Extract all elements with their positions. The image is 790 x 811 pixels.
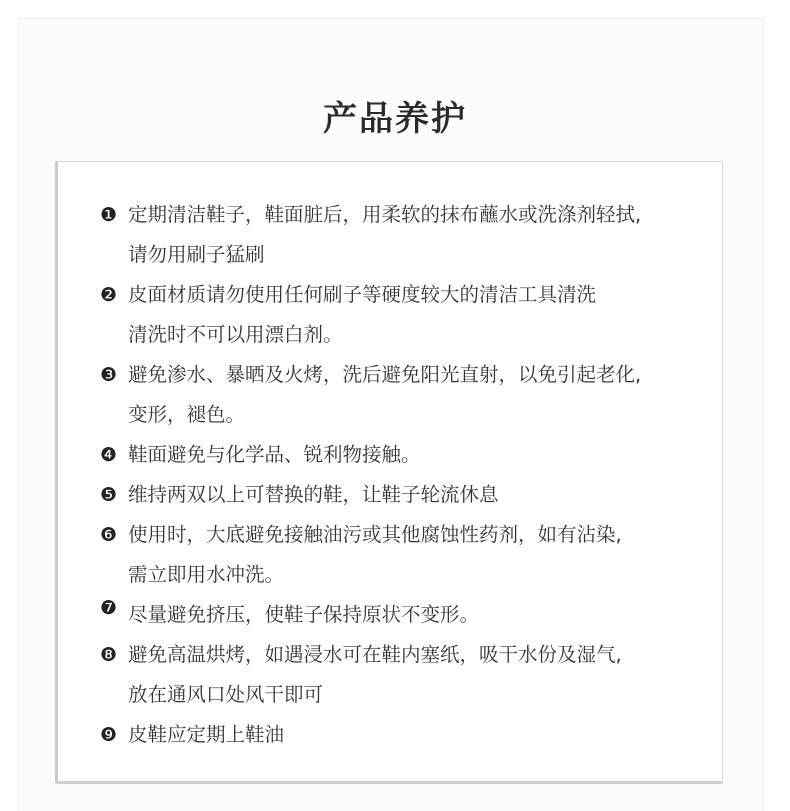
- number-8-marker: ❽: [100, 644, 118, 666]
- care-item-1-line-2: 请勿用刷子猛刷: [128, 243, 265, 266]
- page-title: 产品养护: [323, 98, 467, 139]
- care-item-6-line-2: 需立即用水冲洗。: [128, 563, 285, 586]
- care-item-8: [100, 635, 715, 715]
- number-6-marker: ❻: [100, 524, 118, 546]
- number-3-marker: ❸: [100, 364, 118, 386]
- care-item-6-line-1: 使用时，大底避免接触油污或其他腐蚀性药剂，如有沾染,: [128, 523, 622, 546]
- number-1-marker: ❶: [100, 204, 118, 226]
- number-5-marker: ❺: [100, 484, 118, 506]
- care-item-1: [100, 195, 715, 275]
- care-item-9-line-1: 皮鞋应定期上鞋油: [128, 723, 285, 746]
- care-item-7: [100, 595, 715, 635]
- care-item-4-line-1: 鞋面避免与化学品、锐利物接触。: [128, 443, 421, 466]
- care-item-8-line-2: 放在通风口处风干即可: [128, 683, 324, 706]
- care-item-7-line-1: 尽量避免挤压，使鞋子保持原状不变形。: [128, 603, 480, 626]
- care-item-6: [100, 515, 715, 595]
- number-2-marker: ❷: [100, 284, 118, 306]
- number-9-marker: ❾: [100, 724, 118, 746]
- number-4-marker: ❹: [100, 444, 118, 466]
- care-item-3-line-2: 变形，褪色。: [128, 403, 246, 426]
- care-item-4: [100, 435, 715, 475]
- care-instructions-list: [100, 195, 715, 755]
- care-item-1-line-1: 定期清洁鞋子，鞋面脏后，用柔软的抹布蘸水或洗涤剂轻拭,: [128, 203, 642, 226]
- care-item-2: [100, 275, 715, 355]
- number-7-marker: ❼: [100, 597, 118, 619]
- care-item-9: [100, 715, 715, 755]
- care-item-8-line-1: 避免高温烘烤，如遇浸水可在鞋内塞纸，吸干水份及湿气,: [128, 643, 622, 666]
- care-item-3-line-1: 避免渗水、暴晒及火烤，洗后避免阳光直射，以免引起老化,: [128, 363, 642, 386]
- care-item-2-line-2: 清洗时不可以用漂白剂。: [128, 323, 343, 346]
- care-item-5-line-1: 维持两双以上可替换的鞋，让鞋子轮流休息: [128, 483, 499, 506]
- care-item-2-line-1: 皮面材质请勿使用任何刷子等硬度较大的清洁工具清洗: [128, 283, 597, 306]
- care-item-3: [100, 355, 715, 435]
- care-item-5: [100, 475, 715, 515]
